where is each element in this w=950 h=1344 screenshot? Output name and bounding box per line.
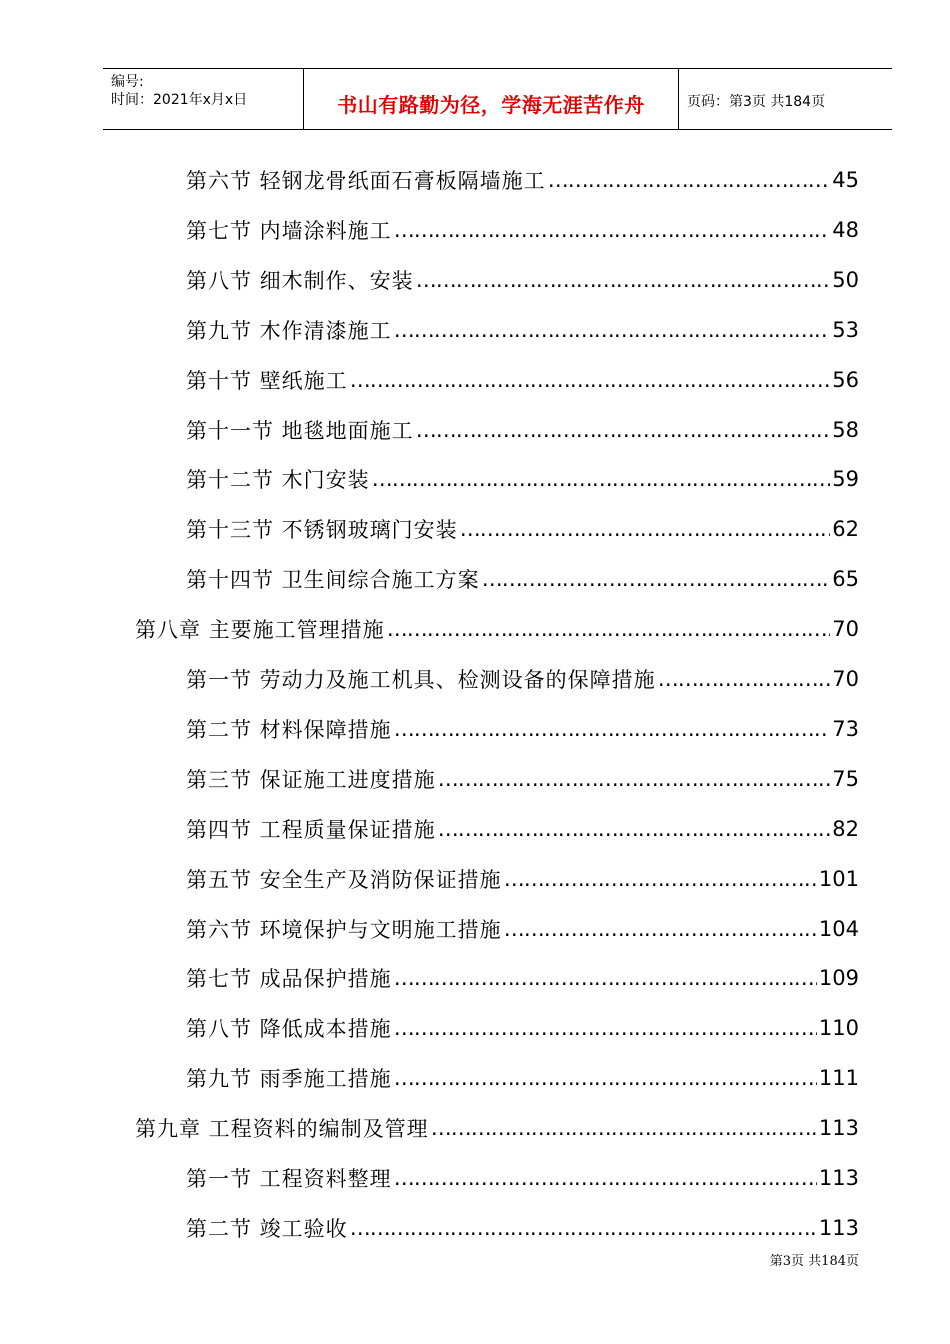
toc-entry-title: 第八节 细木制作、安装 [186, 269, 414, 293]
toc-entry-title: 第三节 保证施工进度措施 [186, 768, 436, 792]
toc-leader-dots [460, 517, 831, 541]
toc-entry-page: 101 [818, 867, 859, 891]
toc-section-row[interactable] [186, 215, 859, 245]
toc-section-row[interactable] [186, 564, 859, 594]
toc-leader-dots [504, 867, 817, 891]
toc-chapter-row[interactable] [135, 614, 859, 644]
header-page-cell [679, 69, 892, 129]
toc-leader-dots [394, 1166, 817, 1190]
toc-leader-dots [438, 817, 831, 841]
toc-entry-title: 第一节 工程资料整理 [186, 1167, 392, 1191]
toc-entry-page: 113 [818, 1116, 859, 1140]
toc-section-row[interactable] [186, 664, 859, 694]
toc-entry-title: 第八节 降低成本措施 [186, 1017, 392, 1041]
toc-section-row[interactable] [186, 464, 859, 494]
toc-section-row[interactable] [186, 1163, 859, 1193]
toc-leader-dots [394, 318, 831, 342]
toc-entry-page: 82 [832, 817, 859, 841]
toc-entry-page: 109 [818, 966, 859, 990]
toc-entry-page: 45 [832, 168, 859, 192]
toc-entry-title: 第二节 竣工验收 [186, 1217, 348, 1241]
toc-leader-dots [658, 667, 831, 691]
toc-section-row[interactable] [186, 365, 859, 395]
toc-leader-dots [350, 368, 831, 392]
toc-leader-dots [394, 717, 831, 741]
toc-entry-page: 53 [832, 318, 859, 342]
toc-entry-page: 62 [832, 517, 859, 541]
toc-leader-dots [438, 767, 831, 791]
toc-leader-dots [416, 268, 831, 292]
toc-entry-title: 第二节 材料保障措施 [186, 718, 392, 742]
toc-entry-page: 65 [832, 567, 859, 591]
toc-leader-dots [394, 1066, 817, 1090]
header-meta-cell [103, 69, 304, 129]
toc-entry-title: 第四节 工程质量保证措施 [186, 818, 436, 842]
toc-section-row[interactable] [186, 315, 859, 345]
toc-section-row[interactable] [186, 814, 859, 844]
toc-entry-page: 110 [818, 1016, 859, 1040]
toc-leader-dots [504, 917, 817, 941]
toc-entry-page: 50 [832, 268, 859, 292]
toc-entry-title: 第七节 成品保护措施 [186, 967, 392, 991]
toc-entry-title: 第十四节 卫生间综合施工方案 [186, 568, 480, 592]
toc-entry-title: 第九章 工程资料的编制及管理 [135, 1117, 429, 1141]
toc-leader-dots [431, 1116, 817, 1140]
toc-leader-dots [372, 467, 831, 491]
toc-section-row[interactable] [186, 514, 859, 544]
page-footer: 第3页 共184页 [769, 1254, 859, 1269]
toc-section-row[interactable] [186, 864, 859, 894]
date-line: 时间：2021年x月x日 [111, 92, 248, 108]
toc-entry-page: 58 [832, 418, 859, 442]
toc-entry-title: 第十三节 不锈钢玻璃门安装 [186, 518, 458, 542]
toc-section-row[interactable] [186, 1213, 859, 1243]
toc-entry-title: 第九节 木作清漆施工 [186, 319, 392, 343]
toc-entry-page: 104 [818, 917, 859, 941]
toc-entry-page: 73 [832, 717, 859, 741]
motto-text: 书山有路勤为径，学海无涯苦作舟 [337, 93, 645, 117]
toc-entry-title: 第十一节 地毯地面施工 [186, 419, 414, 443]
toc-entry-page: 56 [832, 368, 859, 392]
toc-entry-page: 59 [832, 467, 859, 491]
toc-leader-dots [394, 1016, 817, 1040]
toc-section-row[interactable] [186, 415, 859, 445]
toc-entry-title: 第五节 安全生产及消防保证措施 [186, 868, 502, 892]
toc-entry-title: 第十节 壁纸施工 [186, 369, 348, 393]
toc-entry-title: 第一节 劳动力及施工机具、检测设备的保障措施 [186, 668, 656, 692]
header-motto-cell [304, 69, 679, 129]
toc-entry-page: 113 [818, 1216, 859, 1240]
serial-label: 编号: [111, 74, 144, 90]
toc-entry-page: 75 [832, 767, 859, 791]
toc-entry-page: 70 [832, 667, 859, 691]
toc-leader-dots [350, 1216, 817, 1240]
toc-section-row[interactable] [186, 764, 859, 794]
toc-entry-page: 111 [818, 1066, 859, 1090]
toc-entry-page: 48 [832, 218, 859, 242]
toc-leader-dots [416, 418, 831, 442]
toc-entry-page: 113 [818, 1166, 859, 1190]
toc-entry-title: 第七节 内墙涂料施工 [186, 219, 392, 243]
page-code: 页码：第3页 共184页 [687, 94, 826, 110]
toc-section-row[interactable] [186, 1013, 859, 1043]
toc-entry-title: 第六节 轻钢龙骨纸面石膏板隔墙施工 [186, 169, 546, 193]
toc-section-row[interactable] [186, 265, 859, 295]
toc-entry-page: 70 [832, 617, 859, 641]
toc-section-row[interactable] [186, 165, 859, 195]
toc-leader-dots [394, 218, 831, 242]
toc-leader-dots [482, 567, 831, 591]
toc-section-row[interactable] [186, 963, 859, 993]
toc-leader-dots [387, 617, 831, 641]
toc-entry-title: 第九节 雨季施工措施 [186, 1067, 392, 1091]
toc-section-row[interactable] [186, 914, 859, 944]
toc-leader-dots [394, 966, 817, 990]
page-header [103, 68, 892, 130]
toc-leader-dots [548, 168, 831, 192]
toc-section-row[interactable] [186, 714, 859, 744]
toc-chapter-row[interactable] [135, 1113, 859, 1143]
toc-entry-title: 第八章 主要施工管理措施 [135, 618, 385, 642]
toc-section-row[interactable] [186, 1063, 859, 1093]
toc-entry-title: 第六节 环境保护与文明施工措施 [186, 918, 502, 942]
toc-entry-title: 第十二节 木门安装 [186, 468, 370, 492]
